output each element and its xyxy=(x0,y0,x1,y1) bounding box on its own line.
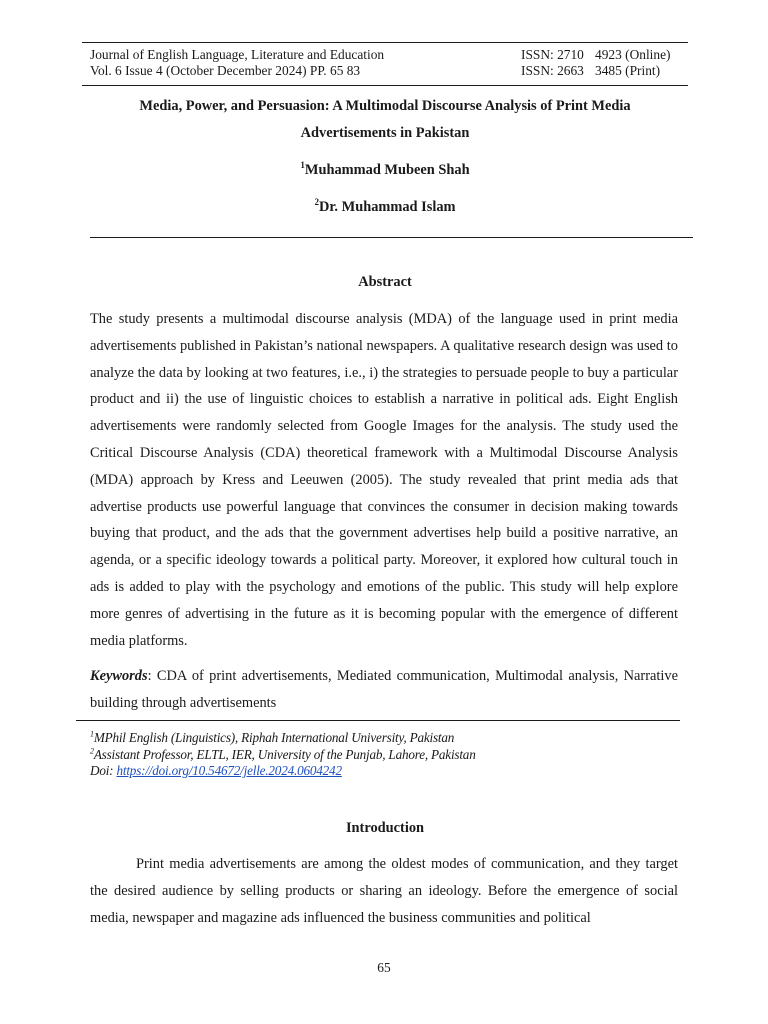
author-1 xyxy=(82,160,688,180)
footnote-2-text: Assistant Professor, ELTL, IER, University of the Punjab, Lahore, Pakistan xyxy=(93,746,476,762)
paper-title-line-2: Advertisements in Pakistan xyxy=(300,125,470,141)
journal-name: Journal of English Language, Literature and Education xyxy=(90,47,385,62)
keywords xyxy=(90,663,678,717)
footnote-1 xyxy=(90,730,680,747)
issn-online xyxy=(521,47,671,63)
footnote-divider xyxy=(76,720,680,721)
journal-volume: Vol. 6 Issue 4 (October December 2024) PP. 65 83 xyxy=(90,63,361,78)
journal-info xyxy=(90,47,384,79)
issn-info xyxy=(521,47,671,79)
abstract-text: The study presents a multimodal discourse analysis (MDA) of the language used in print media advertisements published in Pakistan’s national newspapers. A qualitative research design was used to analyze the data by looking at two features, i.e., i) the strategies to persuade people to buy a particular product and ii) the use of linguistic choices to establish a narrative in political ads. Eight English advertisements were randomly selected from Google Images for the analysis. The study used the Critical Discourse Analysis (CDA) theoretical framework with a Multimodal Discourse Analysis (MDA) approach by Kress and Leeuwen (2005). The study revealed that print media ads that advertise products use powerful language that convinces the consumer in decision making towards buying that product, and the ads that the government advertises help build a positive narrative, an agenda, or a specific ideology towards a political party. Moreover, it explored how cultural touch in ads is added to play with the psychology and emotions of the public. This study will help explore more genres of advertising in the future as it is becoming popular with the emergence of different media platforms. xyxy=(90,311,678,649)
author-2-name: Dr. Muhammad Islam xyxy=(318,199,456,215)
footnote-2 xyxy=(90,747,680,764)
doi-line xyxy=(90,763,680,780)
footnotes xyxy=(90,730,680,780)
doi-link[interactable]: https://doi.org/10.54672/jelle.2024.0604242 xyxy=(116,763,342,778)
journal-header xyxy=(82,42,688,86)
author-2-sup: 2 xyxy=(314,197,319,208)
doi-label: Doi: xyxy=(90,763,117,778)
introduction-heading: Introduction xyxy=(345,820,425,836)
introduction-text: Print media advertisements are among the oldest modes of communication, and they target the desired audience by selling products or sharing an ideology. Before the emergence of social media, newspaper and magazine ads influenced the business communities and political xyxy=(90,856,678,926)
author-2 xyxy=(82,197,688,217)
keywords-label: Keywords xyxy=(90,668,148,684)
issn-print-number: 3485 (Print) xyxy=(595,63,661,78)
author-1-name: Muhammad Mubeen Shah xyxy=(304,162,470,178)
paper-title-line-1: Media, Power, and Persuasion: A Multimodal Discourse Analysis of Print Media xyxy=(139,98,631,114)
footnote-1-text: MPhil English (Linguistics), Riphah International University, Pakistan xyxy=(93,730,455,745)
footnote-1-sup: 1 xyxy=(90,729,94,739)
title-divider xyxy=(90,237,693,238)
abstract-heading: Abstract xyxy=(358,274,412,290)
issn-print-label: ISSN: 2663 xyxy=(521,63,584,78)
author-1-sup: 1 xyxy=(300,160,305,171)
keywords-text: : CDA of print advertisements, Mediated communication, Multimodal analysis, Narrative building through advertisements xyxy=(90,668,678,711)
issn-print xyxy=(521,63,671,79)
paper-title xyxy=(82,93,688,147)
page-number: 65 xyxy=(377,960,391,975)
footnote-2-sup: 2 xyxy=(90,746,94,756)
issn-online-number: 4923 (Online) xyxy=(595,47,671,62)
issn-online-label: ISSN: 2710 xyxy=(521,47,584,62)
